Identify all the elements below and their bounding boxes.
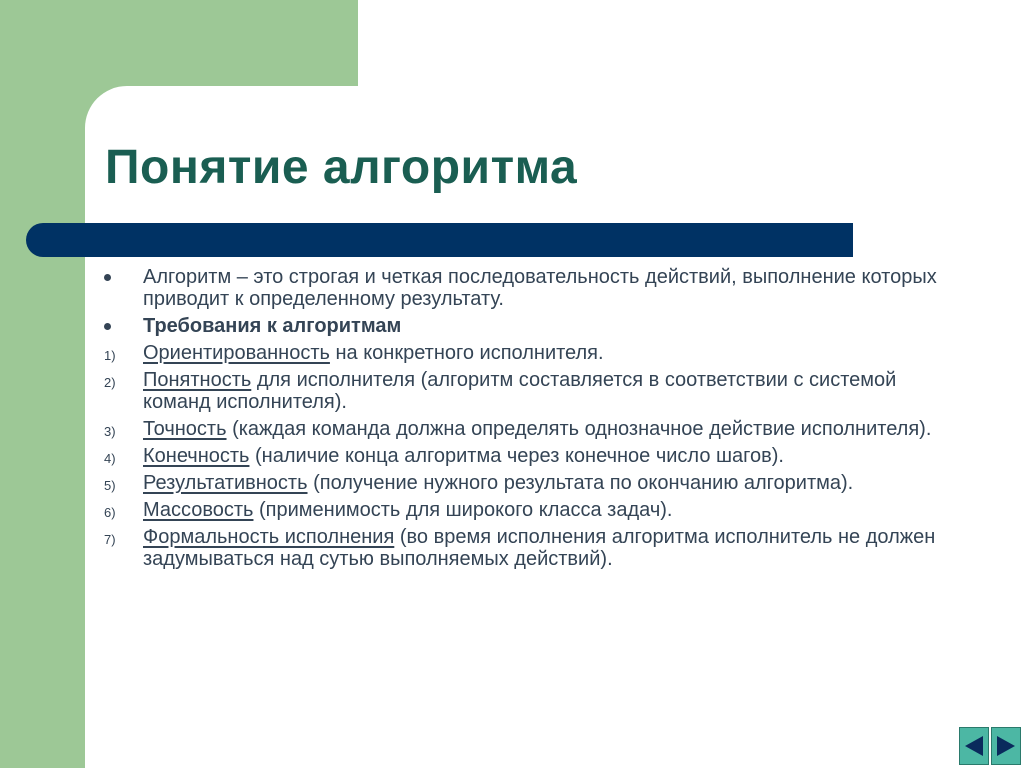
item-number: 6) [104,505,116,520]
requirement-description: (получение нужного результата по окончанию алгоритма). [307,472,854,494]
slide-navigation [959,727,1023,767]
requirement-description: (во время исполнения алгоритма исполнитель не должен задумываться над сутью выполняемых действий). [143,526,936,570]
requirement-term-link[interactable]: Результативность [143,472,308,494]
requirement-description: (наличие конца алгоритма через конечное число шагов). [249,445,784,467]
requirements-heading: Требования к алгоритмам [143,315,402,337]
bullet-icon [104,323,111,330]
requirement-term-link[interactable]: Ориентированность [143,342,330,364]
bullet-icon [104,274,111,281]
item-number: 2) [104,375,116,390]
requirement-term-link[interactable]: Массовость [143,499,254,521]
definition-text: Алгоритм – это строгая и четкая последовательность действий, выполнение которых приводит к определенному результату. [143,266,937,310]
requirement-description: на конкретного исполнителя. [329,342,604,364]
previous-slide-button[interactable] [959,727,989,765]
requirement-item [100,369,960,413]
requirement-item [100,445,960,467]
item-number: 7) [104,532,116,547]
title-underline-bar [26,223,853,257]
requirement-term-link[interactable]: Понятность [143,369,252,391]
requirement-term-link[interactable]: Точность [143,418,227,440]
requirements-heading-item [100,315,960,337]
item-number: 5) [104,478,116,493]
item-number: 3) [104,424,116,439]
slide-title: Понятие алгоритма [105,141,578,194]
slide-content [100,266,960,575]
requirement-item [100,418,960,440]
next-slide-button[interactable] [991,727,1021,765]
definition-item [100,266,960,310]
item-number: 1) [104,348,116,363]
requirement-item [100,342,960,364]
requirement-item [100,526,960,570]
requirement-term-link[interactable]: Формальность исполнения [143,526,395,548]
requirement-description: (каждая команда должна определять однозначное действие исполнителя). [226,418,932,440]
requirement-item [100,499,960,521]
requirement-description: (применимость для широкого класса задач). [253,499,673,521]
triangle-left-icon [963,734,985,758]
requirement-term-link[interactable]: Конечность [143,445,250,467]
requirement-description: для исполнителя (алгоритм составляется в соответствии с системой команд исполнителя). [143,369,897,413]
item-number: 4) [104,451,116,466]
triangle-right-icon [995,734,1017,758]
requirement-item [100,472,960,494]
